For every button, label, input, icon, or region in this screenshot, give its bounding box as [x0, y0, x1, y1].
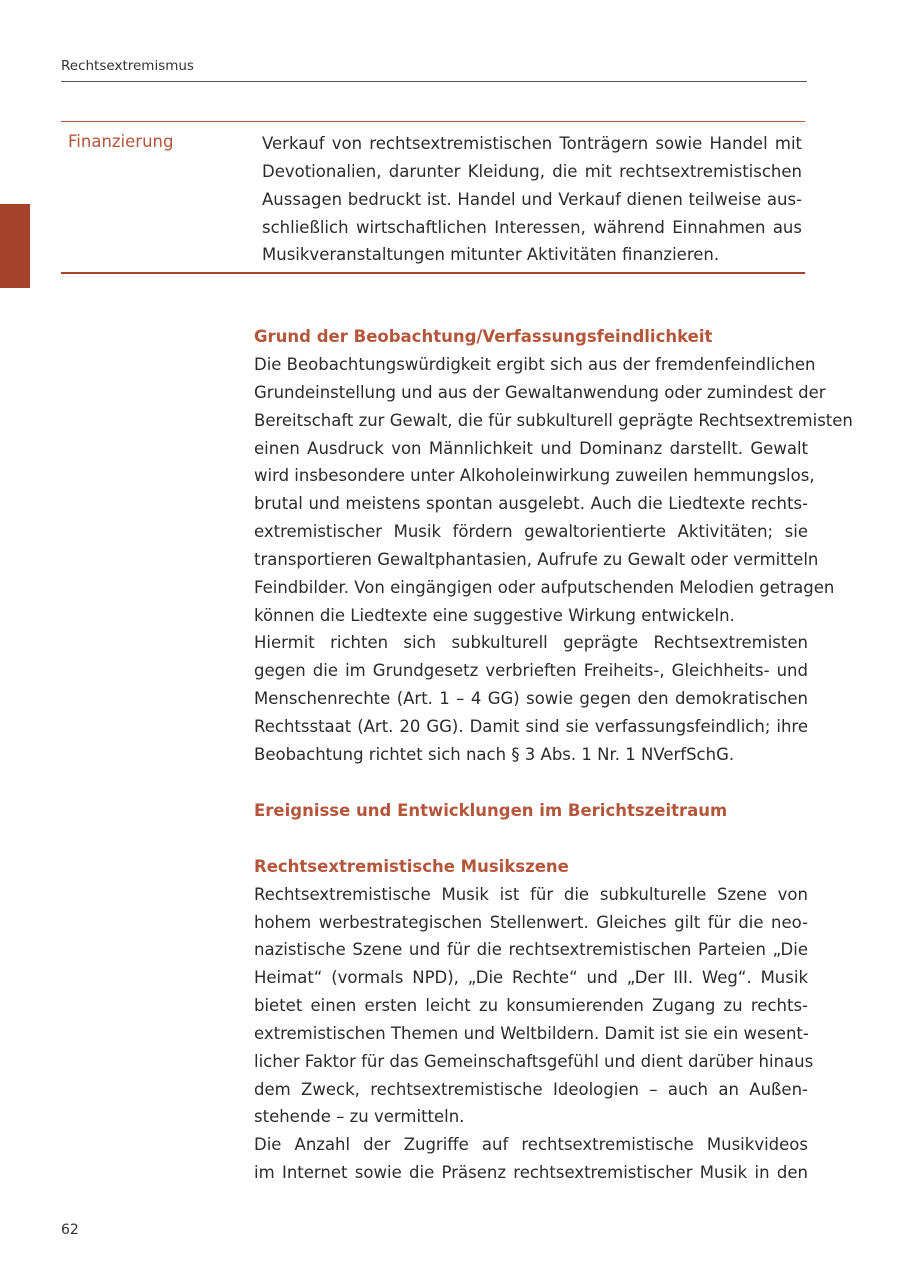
- text-line: brutal und meistens spontan ausgelebt. Auch die Liedtexte rechts-: [254, 494, 808, 514]
- spacer: [254, 825, 808, 853]
- text-line: transportieren Gewaltphantasien, Aufrufe zu Gewalt oder vermitteln: [254, 549, 819, 569]
- section-heading-musikszene: Rechtsextremistische Musikszene: [254, 856, 569, 876]
- text-line: können die Liedtexte eine suggestive Wirkung entwickeln.: [254, 605, 735, 625]
- info-table-text: [262, 130, 802, 269]
- section-heading-ereignisse: Ereignisse und Entwicklungen im Berichtszeitraum: [254, 800, 728, 820]
- text-line: licher Faktor für das Gemeinschaftsgefühl und dient darüber hinaus: [254, 1051, 814, 1071]
- text-line: extremistischen Themen und Weltbildern. Damit ist sie ein wesent-: [254, 1023, 809, 1043]
- text-line: wird insbesondere unter Alkoholeinwirkung zuweilen hemmungslos,: [254, 466, 815, 486]
- text-line: Hiermit richten sich subkulturell geprägte Rechtsextremisten: [254, 633, 808, 653]
- text-line: Aussagen bedruckt ist. Handel und Verkauf dienen teilweise aus-: [262, 189, 802, 209]
- text-line: Grundeinstellung und aus der Gewaltanwendung oder zumindest der: [254, 382, 826, 402]
- info-table: [61, 121, 805, 274]
- text-line: Musikveranstaltungen mitunter Aktivitäten finanzieren.: [262, 245, 720, 265]
- text-line: dem Zweck, rechtsextremistische Ideologien – auch an Außen-: [254, 1079, 808, 1099]
- paragraph: [254, 629, 808, 768]
- main-content: [254, 323, 853, 1187]
- text-line: Rechtsstaat (Art. 20 GG). Damit sind sie verfassungsfeindlich; ihre: [254, 716, 808, 736]
- text-line: Devotionalien, darunter Kleidung, die mit rechtsextremistischen: [262, 161, 802, 181]
- paragraph: [254, 881, 814, 1132]
- text-line: nazistische Szene und für die rechtsextremistischen Parteien „Die: [254, 940, 808, 960]
- text-line: Bereitschaft zur Gewalt, die für subkulturell geprägte Rechtsextremisten: [254, 410, 853, 430]
- text-line: schließlich wirtschaftlichen Interessen, während Einnahmen aus: [262, 217, 802, 237]
- text-line: einen Ausdruck von Männlichkeit und Dominanz darstellt. Gewalt: [254, 438, 808, 458]
- header-rule: [61, 81, 807, 82]
- text-line: extremistischer Musik fördern gewaltorientierte Aktivitäten; sie: [254, 522, 808, 542]
- text-line: Feindbilder. Von eingängigen oder aufputschenden Melodien getragen: [254, 577, 835, 597]
- chapter-tab-marker: [0, 204, 30, 288]
- section-heading-beobachtung: Grund der Beobachtung/Verfassungsfeindlichkeit: [254, 327, 713, 346]
- paragraph: [254, 351, 853, 629]
- text-line: im Internet sowie die Präsenz rechtsextremistischer Musik in den: [254, 1163, 808, 1183]
- info-table-label: Finanzierung: [68, 132, 174, 151]
- text-line: bietet einen ersten leicht zu konsumierenden Zugang zu rechts-: [254, 996, 808, 1016]
- text-line: Menschenrechte (Art. 1 – 4 GG) sowie gegen den demokratischen: [254, 689, 808, 709]
- text-line: hohem werbestrategischen Stellenwert. Gleiches gilt für die neo-: [254, 912, 808, 932]
- text-line: Die Anzahl der Zugriffe auf rechtsextremistische Musikvideos: [254, 1135, 808, 1155]
- text-line: stehende – zu vermitteln.: [254, 1107, 465, 1127]
- text-line: gegen die im Grundgesetz verbrieften Freiheits-, Gleichheits- und: [254, 661, 808, 681]
- running-head: Rechtsextremismus: [61, 58, 194, 74]
- page-number: 62: [61, 1222, 79, 1238]
- text-line: Rechtsextremistische Musik ist für die subkulturelle Szene von: [254, 884, 808, 904]
- spacer: [254, 769, 808, 797]
- text-line: Die Beobachtungswürdigkeit ergibt sich aus der fremdenfeindlichen: [254, 355, 816, 374]
- text-line: Beobachtung richtet sich nach § 3 Abs. 1 Nr. 1 NVerfSchG.: [254, 744, 735, 764]
- text-line: Heimat“ (vormals NPD), „Die Rechte“ und „Der III. Weg“. Musik: [254, 968, 808, 988]
- text-line: Verkauf von rechtsextremistischen Tonträgern sowie Handel mit: [262, 134, 802, 153]
- paragraph: [254, 1131, 808, 1187]
